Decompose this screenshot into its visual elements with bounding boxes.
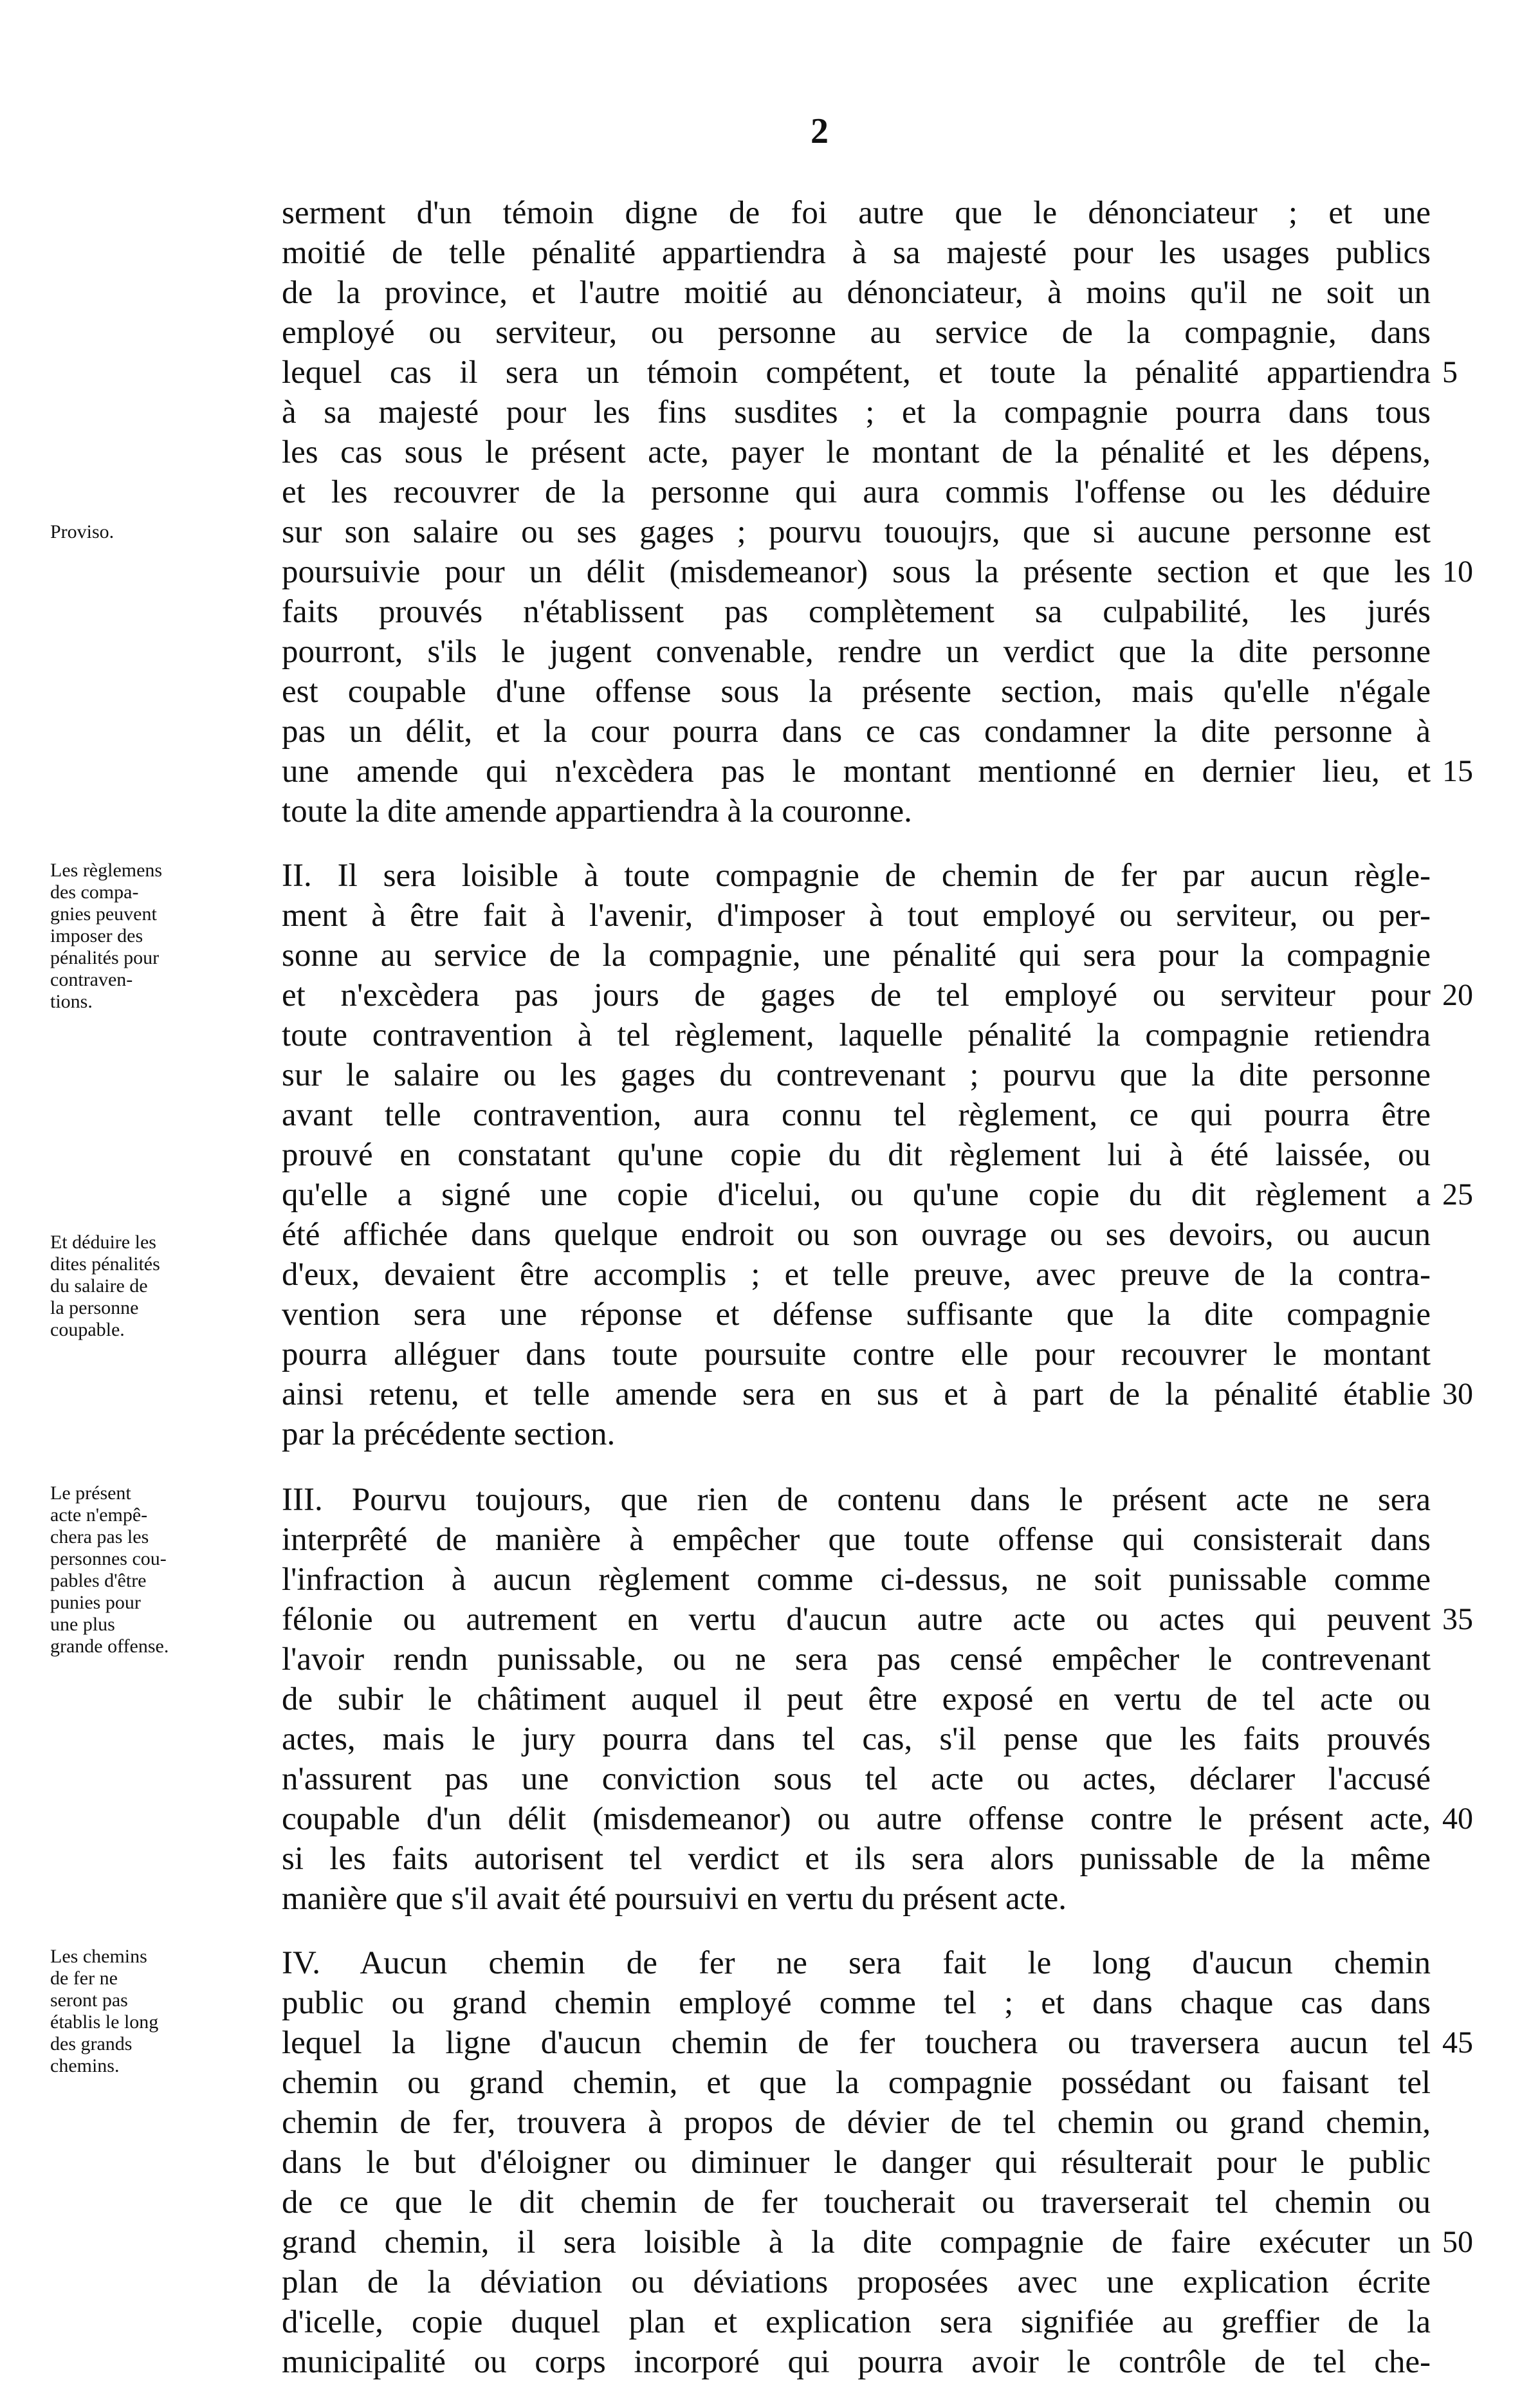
- margin-note: Proviso.: [50, 521, 115, 542]
- body-line: manière que s'il avait été poursuivi en vertu du présent acte.: [282, 1881, 1067, 1917]
- body-line: prouvé en constatant qu'une copie du dit règlement lui à été laissée, ou: [282, 1137, 1431, 1173]
- body-line: d'eux, devaient être accomplis ; et telle preuve, avec preuve de la contra-: [282, 1257, 1431, 1293]
- margin-note: une plus: [50, 1614, 115, 1635]
- line-number: 45: [1442, 2026, 1473, 2060]
- line-number: 50: [1442, 2225, 1473, 2259]
- page-number: 2: [811, 111, 829, 151]
- margin-note: pables d'être: [50, 1570, 147, 1591]
- body-line: II. Il sera loisible à toute compagnie de chemin de fer par aucun règle-: [282, 858, 1431, 894]
- body-line: l'infraction à aucun règlement comme ci-dessus, ne soit punissable comme: [282, 1562, 1431, 1598]
- body-line: faits prouvés n'établissent pas complètement sa culpabilité, les jurés: [282, 594, 1431, 630]
- margin-note: de fer ne: [50, 1968, 118, 1989]
- margin-note: seront pas: [50, 1990, 128, 2011]
- margin-note: Les chemins: [50, 1946, 147, 1967]
- margin-note: chemins.: [50, 2055, 120, 2076]
- margin-note: acte n'empê-: [50, 1504, 148, 1526]
- body-line: qu'elle a signé une copie d'icelui, ou qu'une copie du dit règlement a: [282, 1177, 1431, 1213]
- line-number: 5: [1442, 355, 1458, 389]
- margin-note: tions.: [50, 991, 93, 1012]
- margin-note: des compa-: [50, 882, 139, 903]
- margin-note: contraven-: [50, 969, 133, 990]
- margin-note: Et déduire les: [50, 1232, 156, 1253]
- line-number: 20: [1442, 978, 1473, 1012]
- body-line: pourra alléguer dans toute poursuite contre elle pour recouvrer le montant: [282, 1336, 1431, 1372]
- body-line: félonie ou autrement en vertu d'aucun autre acte ou actes qui peuvent: [282, 1602, 1431, 1638]
- line-number: 25: [1442, 1177, 1473, 1212]
- body-line: employé ou serviteur, ou personne au service de la compagnie, dans: [282, 315, 1431, 351]
- body-line: sonne au service de la compagnie, une pénalité qui sera pour la compagnie: [282, 937, 1431, 974]
- margin-note: Le présent: [50, 1482, 131, 1504]
- body-line: d'icelle, copie duquel plan et explication sera signifiée au greffier de la: [282, 2304, 1431, 2340]
- body-line: serment d'un témoin digne de foi autre que le dénonciateur ; et une: [282, 195, 1431, 231]
- body-line: plan de la déviation ou déviations proposées avec une explication écrite: [282, 2264, 1431, 2300]
- body-line: lequel la ligne d'aucun chemin de fer touchera ou traversera aucun tel: [282, 2025, 1431, 2061]
- body-line: chemin ou grand chemin, et que la compagnie possédant ou faisant tel: [282, 2065, 1431, 2101]
- body-line: par la précédente section.: [282, 1416, 616, 1452]
- body-line: avant telle contravention, aura connu tel règlement, ce qui pourra être: [282, 1097, 1431, 1133]
- body-line: coupable d'un délit (misdemeanor) ou autre offense contre le présent acte,: [282, 1801, 1431, 1837]
- body-line: l'avoir rendn punissable, ou ne sera pas censé empêcher le contrevenant: [282, 1641, 1431, 1677]
- body-line: ment à être fait à l'avenir, d'imposer à tout employé ou serviteur, ou per-: [282, 898, 1431, 934]
- body-line: sur le salaire ou les gages du contrevenant ; pourvu que la dite personne: [282, 1057, 1431, 1093]
- body-line: dans le but d'éloigner ou diminuer le danger qui résulterait pour le public: [282, 2145, 1431, 2181]
- margin-note: des grands: [50, 2033, 133, 2054]
- line-number: 30: [1442, 1377, 1473, 1411]
- margin-note: grande offense.: [50, 1636, 169, 1657]
- body-line: toute la dite amende appartiendra à la couronne.: [282, 793, 912, 829]
- margin-note: établis le long: [50, 2011, 159, 2033]
- line-number: 10: [1442, 555, 1473, 589]
- margin-note: imposer des: [50, 925, 143, 946]
- body-line: pourront, s'ils le jugent convenable, rendre un verdict que la dite personne: [282, 634, 1431, 670]
- margin-note: coupable.: [50, 1319, 125, 1340]
- body-line: de la province, et l'autre moitié au dénonciateur, à moins qu'il ne soit un: [282, 275, 1431, 311]
- margin-note: gnies peuvent: [50, 903, 157, 925]
- body-line: est coupable d'une offense sous la présente section, mais qu'elle n'égale: [282, 674, 1431, 710]
- body-line: une amende qui n'excèdera pas le montant mentionné en dernier lieu, et: [282, 753, 1431, 789]
- body-line: toute contravention à tel règlement, laquelle pénalité la compagnie retiendra: [282, 1017, 1431, 1053]
- body-line: vention sera une réponse et défense suffisante que la dite compagnie: [282, 1297, 1431, 1333]
- body-line: et n'excèdera pas jours de gages de tel employé ou serviteur pour: [282, 977, 1431, 1013]
- body-line: municipalité ou corps incorporé qui pourra avoir le contrôle de tel che-: [282, 2344, 1431, 2380]
- body-line: de subir le châtiment auquel il peut être exposé en vertu de tel acte ou: [282, 1681, 1431, 1717]
- body-line: III. Pourvu toujours, que rien de contenu dans le présent acte ne sera: [282, 1482, 1431, 1518]
- body-line: actes, mais le jury pourra dans tel cas, s'il pense que les faits prouvés: [282, 1721, 1431, 1757]
- body-line: lequel cas il sera un témoin compétent, et toute la pénalité appartiendra: [282, 355, 1431, 391]
- line-number: 35: [1442, 1602, 1473, 1636]
- margin-note: du salaire de: [50, 1275, 148, 1297]
- margin-note: Les règlemens: [50, 860, 163, 881]
- body-line: moitié de telle pénalité appartiendra à sa majesté pour les usages publics: [282, 235, 1431, 271]
- body-line: les cas sous le présent acte, payer le montant de la pénalité et les dépens,: [282, 434, 1431, 470]
- line-number: 15: [1442, 754, 1473, 788]
- body-line: ainsi retenu, et telle amende sera en sus et à part de la pénalité établie: [282, 1376, 1431, 1412]
- body-line: poursuivie pour un délit (misdemeanor) sous la présente section et que les: [282, 554, 1431, 590]
- margin-note: pénalités pour: [50, 947, 160, 968]
- body-line: sur son salaire ou ses gages ; pourvu tououjrs, que si aucune personne est: [282, 514, 1431, 550]
- body-line: grand chemin, il sera loisible à la dite compagnie de faire exécuter un: [282, 2224, 1431, 2260]
- body-line: interprêté de manière à empêcher que toute offense qui consisterait dans: [282, 1522, 1431, 1558]
- line-number: 40: [1442, 1802, 1473, 1836]
- body-line: à sa majesté pour les fins susdites ; et la compagnie pourra dans tous: [282, 394, 1431, 430]
- margin-note: punies pour: [50, 1592, 141, 1613]
- body-line: de ce que le dit chemin de fer toucherait ou traverserait tel chemin ou: [282, 2184, 1431, 2220]
- body-line: pas un délit, et la cour pourra dans ce cas condamner la dite personne à: [282, 714, 1431, 750]
- body-line: public ou grand chemin employé comme tel ; et dans chaque cas dans: [282, 1985, 1431, 2021]
- body-line: n'assurent pas une conviction sous tel acte ou actes, déclarer l'accusé: [282, 1761, 1431, 1797]
- body-line: été affichée dans quelque endroit ou son ouvrage ou ses devoirs, ou aucun: [282, 1217, 1431, 1253]
- body-line: et les recouvrer de la personne qui aura commis l'offense ou les déduire: [282, 474, 1431, 510]
- body-line: si les faits autorisent tel verdict et ils sera alors punissable de la même: [282, 1841, 1431, 1877]
- margin-note: la personne: [50, 1297, 139, 1318]
- margin-note: chera pas les: [50, 1526, 149, 1547]
- body-line: chemin de fer, trouvera à propos de dévier de tel chemin ou grand chemin,: [282, 2105, 1431, 2141]
- margin-note: personnes cou-: [50, 1548, 167, 1569]
- margin-note: dites pénalités: [50, 1253, 160, 1275]
- body-line: IV. Aucun chemin de fer ne sera fait le long d'aucun chemin: [282, 1945, 1431, 1981]
